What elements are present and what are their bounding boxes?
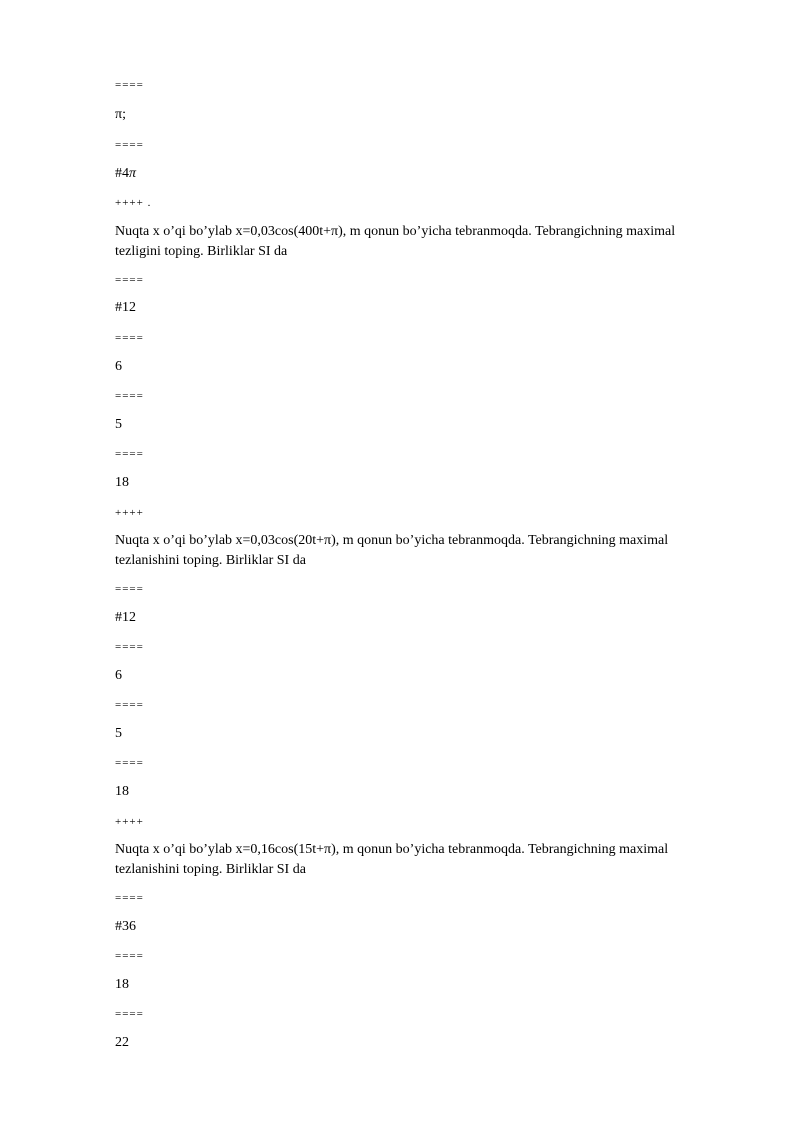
separator: ==== [115,448,144,460]
separator: ==== [115,583,144,595]
pi-symbol: π [129,166,137,181]
question-marker: ++++ . [115,197,152,209]
question-marker: ++++ [115,507,144,519]
question-text: Nuqta x o’qi bo’ylab x=0,16cos(15t+π), m qonun bo’yicha tebranmoqda. Tebrangichning maximal tezlanishini toping. Birliklar SI da [115,842,669,877]
correct-answer-option: #12 [115,300,136,315]
separator: ==== [115,79,144,91]
separator: ==== [115,892,144,904]
separator: ==== [115,139,144,151]
separator: ==== [115,390,144,402]
separator: ==== [115,332,144,344]
answer-option: 18 [115,475,129,490]
answer-option: 6 [115,668,122,683]
answer-option: 5 [115,417,122,432]
question-text: Nuqta x o’qi bo’ylab x=0,03cos(20t+π), m qonun bo’yicha tebranmoqda. Tebrangichning maximal tezlanishini toping. Birliklar SI da [115,533,669,568]
separator: ==== [115,641,144,653]
answer-option: 22 [115,1035,129,1050]
answer-option: 18 [115,784,129,799]
separator: ==== [115,1008,144,1020]
answer-option: 18 [115,977,129,992]
separator: ==== [115,950,144,962]
answer-number: #4 [115,166,129,181]
separator: ==== [115,757,144,769]
answer-option: 6 [115,359,122,374]
question-text: Nuqta x o’qi bo’ylab x=0,03cos(400t+π), m qonun bo’yicha tebranmoqda. Tebrangichning maximal tezligini toping. Birliklar SI da [115,224,676,259]
question-marker: ++++ [115,816,144,828]
separator: ==== [115,274,144,286]
answer-option: 5 [115,726,122,741]
correct-answer-option: #12 [115,610,136,625]
correct-answer-option [115,164,136,184]
correct-answer-option: #36 [115,919,136,934]
answer-option: π; [115,107,126,122]
separator: ==== [115,699,144,711]
